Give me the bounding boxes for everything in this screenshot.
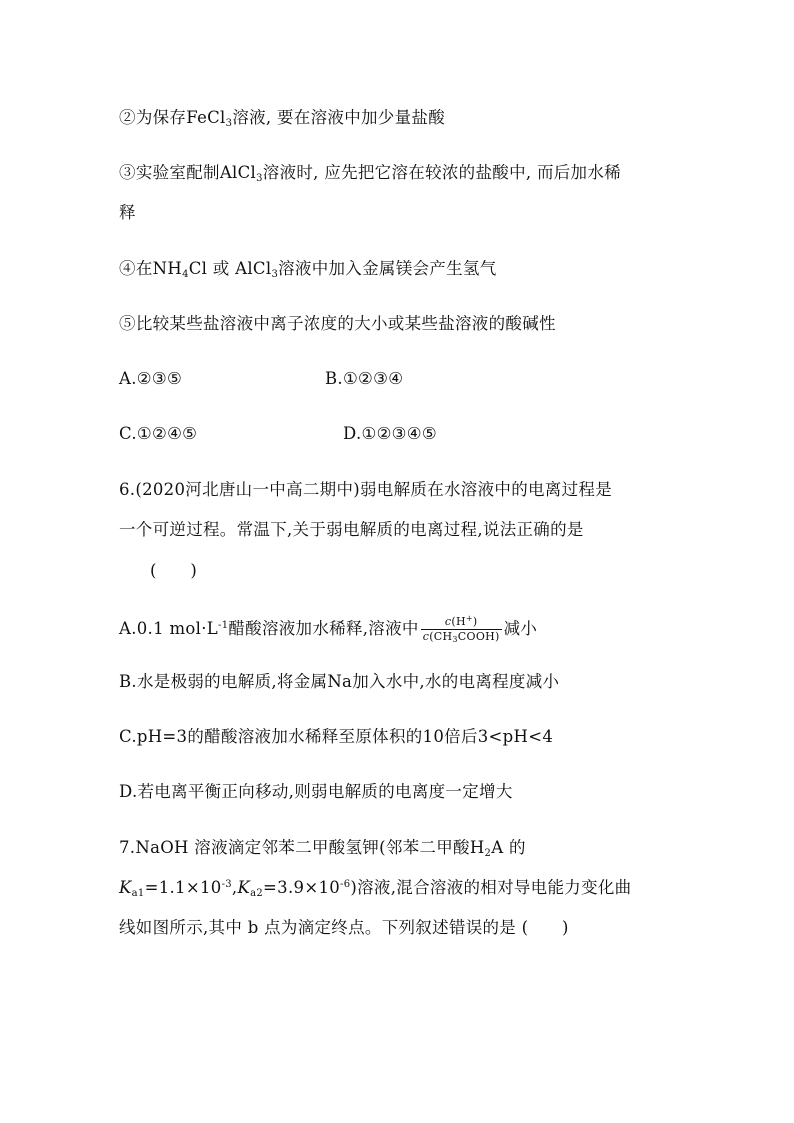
item-4: ④在$NH_4Cl$ 或 AlCl$_3$溶液中加入金属镁会产生氢气 [119, 259, 497, 280]
formula-fecl3: FeCl$_3$ [186, 108, 233, 129]
concentration-ratio: $\frac{c(H^+)}{c(CH_3COOH)}$ [422, 614, 500, 644]
option-c: C.①②④⑤ [119, 424, 198, 443]
question-7-line-1: 7.NaOH 溶液滴定邻苯二甲酸氢钾(邻苯二甲酸$H_2A$ 的 [119, 838, 526, 859]
item-5: ⑤比较某些盐溶液中离子浓度的大小或某些盐溶液的酸碱性 [119, 314, 556, 333]
item-3-continuation: 释 [119, 203, 136, 222]
option-b: B.①②③④ [325, 369, 404, 388]
answer-bracket: ( ) [150, 561, 198, 580]
question-7-line-2: $K_{a1}=1.1\times 10^{-3},K_{a2}=3.9\times 10^{-6}$)溶液,混合溶液的相对导电能力变化曲 [119, 878, 632, 899]
formula-alcl3: AlCl$_3$ [219, 163, 263, 184]
item-2: ②为保存FeCl$_3$溶液, 要在溶液中加少量盐酸 [119, 108, 446, 129]
formula-nh4cl: $NH_4Cl$ 或 [152, 259, 236, 280]
q6-option-b: B.水是极弱的电解质,将金属Na加入水中,水的电离程度减小 [119, 672, 560, 691]
option-a: A.②③⑤ [119, 369, 183, 388]
question-6-line-2: 一个可逆过程。常温下,关于弱电解质的电离过程,说法正确的是 [119, 520, 584, 539]
question-7-line-3: 线如图所示,其中 b 点为滴定终点。下列叙述错误的是 ( ) [119, 918, 569, 937]
q6-option-a: A.0.1 $mol\cdot L^{-1}$醋酸溶液加水稀释,溶液中 $\frac{c(H^+)}{c(CH_3COOH)}$ 减小 [119, 614, 538, 644]
option-d: D.①②③④⑤ [343, 424, 437, 443]
formula-alcl3: AlCl$_3$ [235, 259, 279, 280]
question-6-line-1: 6.(2020河北唐山一中高二期中)弱电解质在水溶液中的电离过程是 [119, 480, 613, 499]
item-3: ③实验室配制AlCl$_3$溶液时, 应先把它溶在较浓的盐酸中, 而后加水稀 [119, 163, 621, 184]
q6-option-c: C.pH=3的醋酸溶液加水稀释至原体积的10倍后3<pH<4 [119, 727, 554, 746]
q6-option-d: D.若电离平衡正向移动,则弱电解质的电离度一定增大 [119, 782, 513, 801]
